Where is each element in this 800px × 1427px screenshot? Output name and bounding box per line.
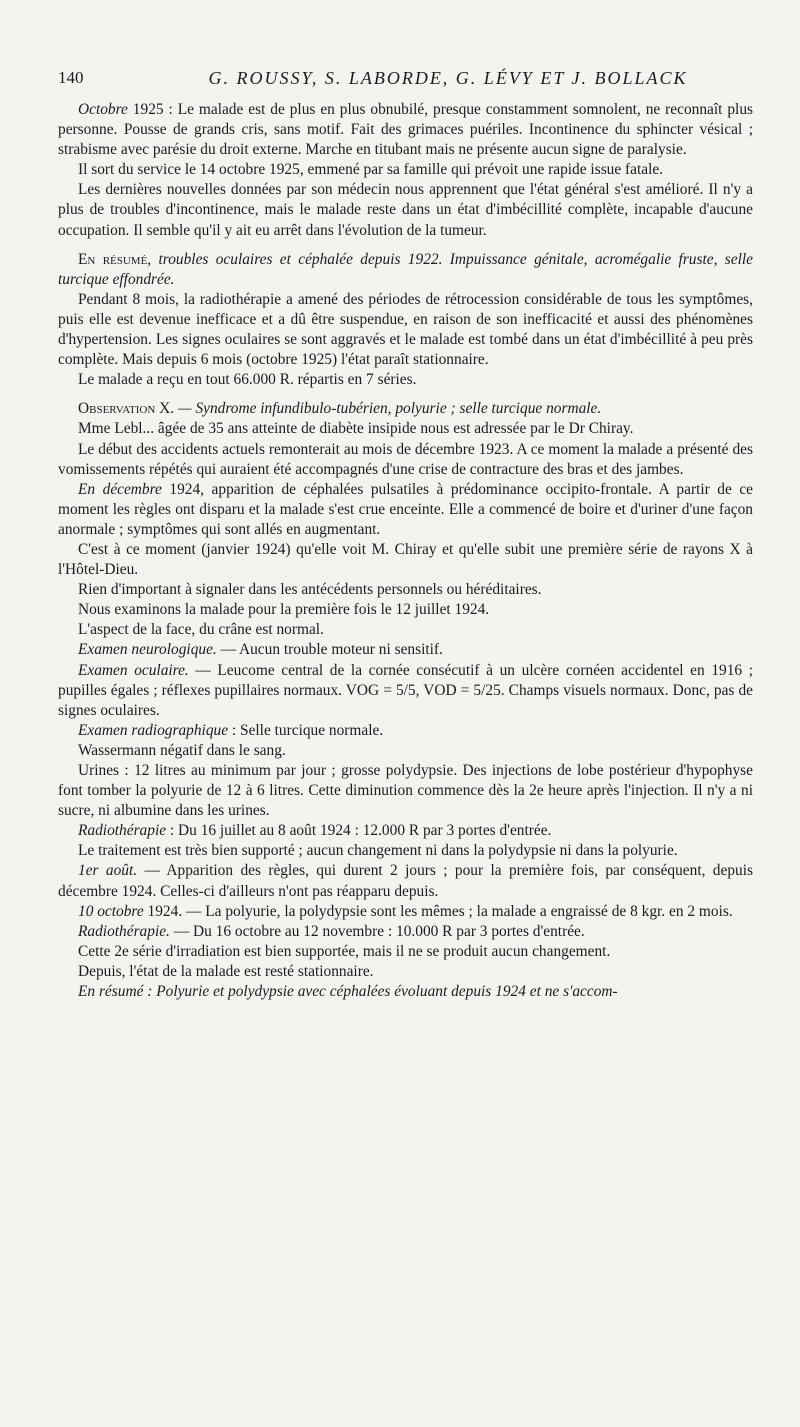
paragraph-text: 1925 : Le malade est de plus en plus obnubilé, presque constamment somnolent, ne reconnaît plus personne. Pousse de grands cris, sans motif. Fait des grimaces puériles. Incontinence du sphincter vésical ; strabisme avec parésie du droit externe. Marche en titubant mais ne présente aucun signe de paralysie.: [58, 101, 753, 159]
observation-title: — Syndrome infundibulo-tubérien, polyurie ; selle turcique normale.: [174, 400, 602, 418]
paragraph-text: Les dernières nouvelles données par son médecin nous apprennent que l'état général s'est amélioré. Il n'y a plus de troubles d'incontinence, mais le malade reste dans un état d'imbécillité complète, incapable d'aucune occupation. Il semble qu'il y ait eu arrêt dans l'évolution de la tumeur.: [58, 181, 753, 239]
paragraph-text: Mme Lebl... âgée de 35 ans atteinte de diabète insipide nous est adressée par le Dr Chiray.: [78, 420, 634, 438]
paragraph-text: L'aspect de la face, du crâne est normal.: [78, 621, 324, 639]
page-body: [58, 100, 753, 1002]
paragraph-text: Pendant 8 mois, la radiothérapie a amené des périodes de rétrocession considérable de tous les symptômes, puis elle est devenue inefficace et a dû être suspendue, en raison de son inefficacité et aussi des phénomènes d'hypertension. Les signes oculaires se sont aggravés et le malade est tombé dans un état d'imbécillité à peu près complète. Mais depuis 6 mois (octobre 1925) l'état paraît stationnaire.: [58, 290, 753, 369]
page-number: 140: [58, 68, 84, 87]
italic-heading: Examen neurologique.: [78, 641, 217, 659]
paragraph-text: — Apparition des règles, qui durent 2 jours ; pour la première fois, par conséquent, depuis décembre 1924. Celles-ci d'ailleurs n'ont pas réapparu depuis.: [58, 862, 753, 900]
italic-date: En décembre: [78, 480, 162, 498]
paragraph-onset: [58, 440, 753, 480]
paragraph-neuro-exam: [58, 640, 753, 660]
paragraph-total-dose: [58, 370, 753, 390]
italic-date: 10 octobre: [78, 902, 144, 920]
paragraph-radiographic-exam: [58, 721, 753, 741]
paragraph-text: : Du 16 juillet au 8 août 1924 : 12.000 R par 3 portes d'entrée.: [166, 822, 552, 840]
paragraph-text: Le malade a reçu en tout 66.000 R. répartis en 7 séries.: [78, 371, 417, 389]
italic-heading: Radiothérapie.: [78, 922, 170, 940]
paragraph-urines: [58, 761, 753, 821]
paragraph-text: Il sort du service le 14 octobre 1925, emmené par sa famille qui prévoit une rapide issue fatale.: [78, 161, 664, 179]
italic-text: troubles oculaires et céphalée depuis 1922. Impuissance génitale, acromégalie fruste, selle turcique effondrée.: [58, 250, 754, 288]
italic-heading: Examen radiographique: [78, 721, 229, 739]
paragraph-text: Le début des accidents actuels remonterait au mois de décembre 1923. A ce moment la malade a présenté des vomissements répétés qui auraient été accompagnés d'une crise de contracture des bras et des jambes.: [58, 440, 753, 478]
paragraph-radiotherapy-1: [58, 821, 753, 841]
observation-heading: [58, 399, 753, 419]
paragraph-text: Depuis, l'état de la malade est resté stationnaire.: [78, 962, 374, 980]
italic-heading: Examen oculaire.: [78, 661, 189, 679]
paragraph-october-1925: [58, 100, 753, 160]
paragraph-summary-2: [58, 982, 753, 1002]
paragraph-treatment: [58, 841, 753, 861]
paragraph-text: C'est à ce moment (janvier 1924) qu'elle voit M. Chiray et qu'elle subit une première série de rayons X à l'Hôtel-Dieu.: [58, 540, 753, 579]
italic-heading: Radiothérapie: [78, 822, 167, 840]
paragraph-text: — Du 16 octobre au 12 novembre : 10.000 R par 3 portes d'entrée.: [169, 922, 585, 940]
observation-number: Observation X.: [78, 400, 175, 418]
paragraph-text: Le traitement est très bien supporté ; aucun changement ni dans la polydypsie ni dans la polyurie.: [78, 842, 678, 860]
italic-heading: En résumé: [78, 983, 144, 1001]
paragraph-text: : Selle turcique normale.: [228, 721, 384, 739]
paragraph-text: Cette 2e série d'irradiation est bien supportée, mais il ne se produit aucun changement.: [78, 942, 611, 960]
paragraph-text: Nous examinons la malade pour la première fois le 12 juillet 1924.: [78, 601, 490, 619]
small-caps-lead: En résumé,: [78, 250, 152, 268]
paragraph-august: [58, 861, 753, 901]
paragraph-second-series: [58, 942, 753, 962]
paragraph-wassermann: [58, 741, 753, 761]
paragraph-history: [58, 580, 753, 600]
paragraph-text: Urines : 12 litres au minimum par jour ; grosse polydypsie. Des injections de lobe postérieur d'hypophyse font tomber la polyurie de 12 à 6 litres. Cette diminution commence dès la 2e heure après l'injection. Il n'y a ni sucre, ni albumine dans les urines.: [58, 762, 753, 820]
paragraph-text: 1924, apparition de céphalées pulsatiles à prédominance occipito-frontale. A partir de ce moment les règles ont disparu et la malade s'est crue enceinte. Elle a commencé de boire et d'uriner d'une façon anormale ; symptômes qui sont allés en augmentant.: [58, 480, 753, 538]
italic-date: 1er août.: [78, 862, 138, 880]
paragraph-text: Wassermann négatif dans le sang.: [78, 741, 286, 759]
paragraph-december-1924: [58, 480, 753, 540]
paragraph-latest-news: [58, 180, 753, 240]
italic-text: : Polyurie et polydypsie avec céphalées évoluant depuis 1924 et ne s'accom-: [143, 983, 618, 1001]
paragraph-october-1924: [58, 902, 753, 922]
paragraph-summary-1: [58, 250, 753, 290]
paragraph-discharge: [58, 160, 753, 180]
paragraph-ocular-exam: [58, 661, 753, 721]
paragraph-text: — Leucome central de la cornée consécutif à un ulcère cornéen accidentel en 1916 ; pupilles égales ; réflexes pupillaires normaux. VOG = 5/5, VOD = 5/25. Champs visuels normaux. Donc, pas de signes oculaires.: [58, 661, 754, 719]
paragraph-radiotherapy-course: [58, 290, 753, 370]
paragraph-text: Rien d'important à signaler dans les antécédents personnels ou héréditaires.: [78, 581, 542, 599]
italic-date: Octobre: [78, 101, 128, 118]
paragraph-stationary: [58, 962, 753, 982]
paragraph-text: — Aucun trouble moteur ni sensitif.: [216, 641, 443, 659]
paragraph-text: 1924. — La polyurie, la polydypsie sont les mêmes ; la malade a engraissé de 8 kgr. en 2 mois.: [143, 902, 733, 920]
page-header: [58, 68, 753, 98]
paragraph-first-series: [58, 540, 753, 580]
paragraph-patient: [58, 419, 753, 439]
paragraph-first-exam: [58, 600, 753, 620]
running-head: G. ROUSSY, S. LABORDE, G. LÉVY ET J. BOLLACK: [208, 68, 688, 88]
paragraph-aspect: [58, 620, 753, 640]
paragraph-radiotherapy-2: [58, 922, 753, 942]
